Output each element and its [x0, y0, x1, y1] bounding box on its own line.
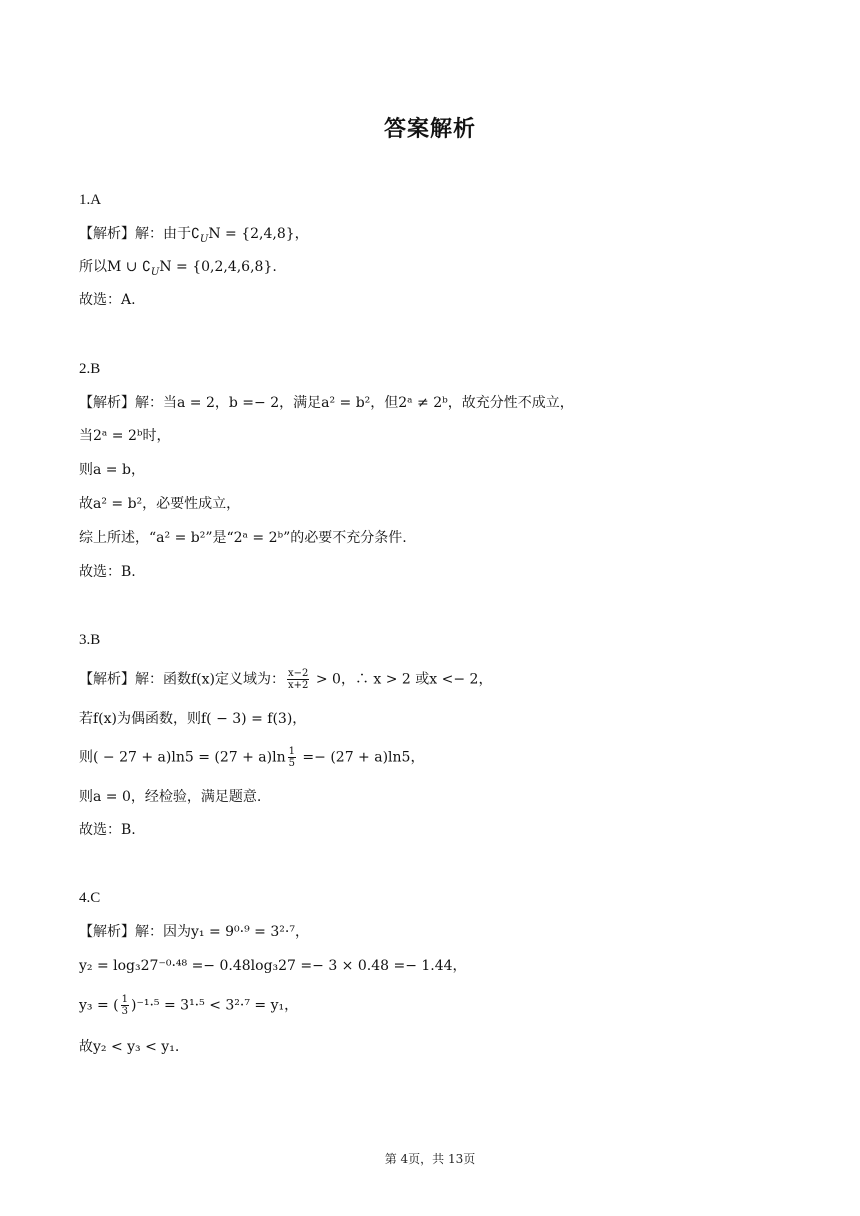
q3-line-2: 若f(x)为偶函数，则f( − 3) = f(3)， [79, 711, 307, 727]
q1-line-2 [79, 257, 277, 283]
q3-line-3-text-a: 则( − 27 + a)ln5 = (27 + a)ln [79, 749, 286, 766]
q1-line-3: 故选：A. [79, 292, 136, 308]
page-footer: 第 4页，共 13页 [384, 1152, 476, 1166]
q1-line-2-text-b: N = {0,2,4,6,8}. [159, 259, 277, 275]
page-title: 答案解析 [383, 117, 476, 142]
q2-line-4: 故a² = b²，必要性成立， [79, 496, 241, 512]
subscript-u: U [199, 233, 209, 245]
fraction-denominator: 3 [121, 1006, 128, 1017]
q4-number: 4.C [79, 890, 101, 906]
q2-line-3: 则a = b， [79, 462, 145, 478]
q3-line-5: 故选：B. [79, 822, 136, 838]
fraction [121, 994, 129, 1017]
q4-line-1: 【解析】解：因为y₁ = 9⁰·⁹ = 3²·⁷， [79, 924, 309, 940]
fraction [288, 746, 296, 769]
subscript-u: U [150, 266, 160, 278]
q1-line-1-text-a: 【解析】解：由于∁ [79, 226, 200, 242]
fraction-denominator: x+2 [288, 680, 309, 691]
q1-line-2-text-a: 所以M ∪ ∁ [79, 259, 151, 275]
q3-line-3 [79, 746, 424, 769]
q3-line-1-text-b: > 0，∴ x > 2 或x <− 2， [311, 671, 493, 688]
q1-line-1-text-b: N = {2,4,8}， [208, 226, 309, 242]
q3-number: 3.B [79, 632, 101, 648]
q3-line-3-text-b: =− (27 + a)ln5， [297, 749, 425, 766]
q2-line-2: 当2ᵃ = 2ᵇ时， [79, 428, 171, 444]
fraction-numerator: 1 [288, 746, 295, 757]
fraction-numerator: x−2 [288, 668, 309, 679]
q4-line-3 [79, 994, 298, 1017]
q3-line-1-text-a: 【解析】解：函数f(x)定义域为： [79, 671, 286, 688]
fraction [287, 668, 309, 691]
q4-line-3-text-b: )⁻¹·⁵ = 3¹·⁵ < 3²·⁷ = y₁， [131, 997, 299, 1014]
q2-number: 2.B [79, 361, 101, 377]
q4-line-3-text-a: y₃ = ( [79, 997, 119, 1014]
fraction-denominator: 5 [288, 758, 295, 769]
q4-line-4: 故y₂ < y₃ < y₁. [79, 1039, 180, 1055]
q1-number: 1.A [79, 192, 102, 208]
q2-line-5: 综上所述，“a² = b²”是“2ᵃ = 2ᵇ”的必要不充分条件. [79, 530, 407, 546]
q2-line-1: 【解析】解：当a = 2，b =− 2，满足a² = b²，但2ᵃ ≠ 2ᵇ，故充分性不成立， [79, 395, 574, 411]
fraction-numerator: 1 [121, 994, 128, 1005]
q1-line-1 [79, 224, 309, 250]
q3-line-4: 则a = 0，经检验，满足题意. [79, 789, 262, 805]
q2-line-6: 故选：B. [79, 564, 136, 580]
q3-line-1 [79, 668, 492, 691]
q4-line-2: y₂ = log₃27⁻⁰·⁴⁸ =− 0.48log₃27 =− 3 × 0.48 =− 1.44， [79, 958, 467, 974]
